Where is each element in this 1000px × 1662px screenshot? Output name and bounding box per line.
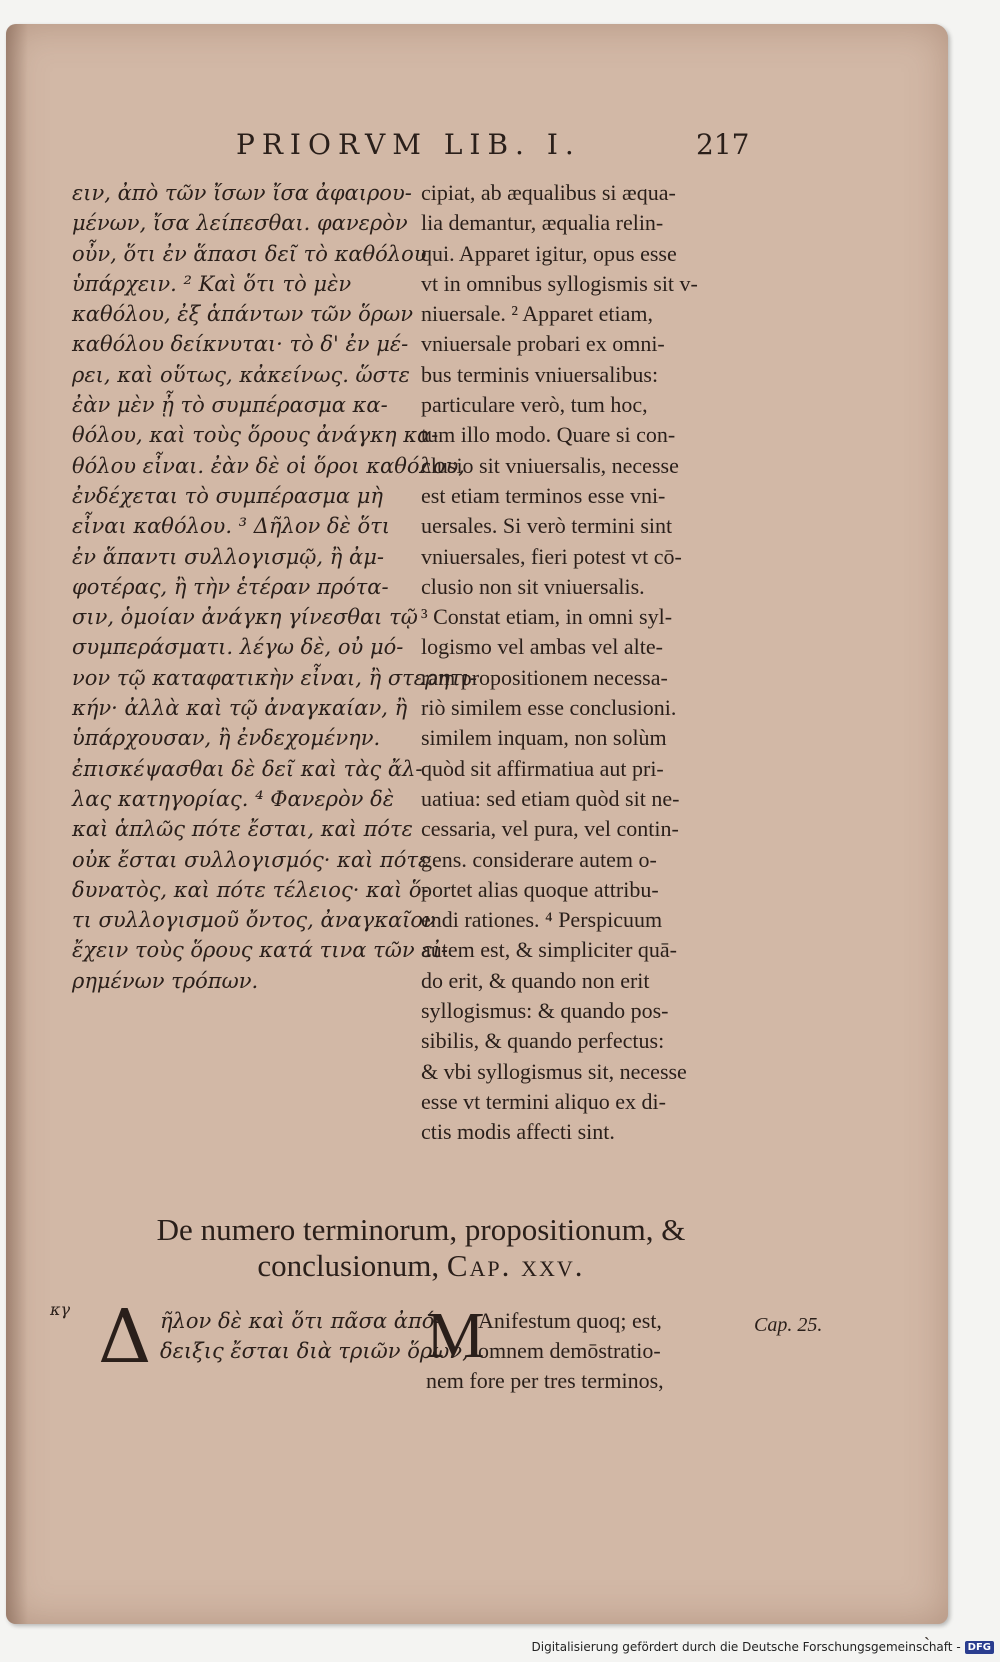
greek-chapter-text bbox=[98, 1306, 469, 1366]
margin-section-number: κγ bbox=[50, 1300, 71, 1319]
text-line: syllogismus: & quando pos- bbox=[421, 998, 669, 1024]
text-line: νον τῷ καταφατικὴν εἶναι, ἢ στερητι- bbox=[72, 665, 477, 690]
chapter-title-line2: conclusionum, bbox=[257, 1248, 440, 1283]
text-line: riò similem esse conclusioni. bbox=[421, 695, 677, 721]
text-line: uatiua: sed etiam quòd sit ne- bbox=[421, 785, 680, 811]
text-line: nem fore per tres terminos, bbox=[426, 1368, 664, 1393]
text-line: ἐνδέχεται τὸ συμπέρασμα μὴ bbox=[72, 483, 384, 508]
chapter-title-line1: De numero terminorum, propositionum, & bbox=[156, 1212, 686, 1247]
text-line: ἐπισκέψασθαι δὲ δεῖ καὶ τὰς ἄλ- bbox=[72, 756, 423, 781]
text-line: καὶ ἁπλῶς πότε ἔσται, καὶ πότε bbox=[72, 817, 413, 842]
text-line: καθόλου δείκνυται· τὸ δ' ἐν μέ- bbox=[72, 332, 409, 357]
text-line: do erit, & quando non erit bbox=[421, 967, 650, 993]
text-line: καθόλου, ἐξ ἁπάντων τῶν ὅρων bbox=[72, 302, 413, 327]
text-line: vt in omnibus syllogismis sit v- bbox=[421, 270, 698, 296]
text-line: ῆλον δὲ καὶ ὅτι πᾶσα ἀπό- bbox=[160, 1309, 442, 1333]
text-line: ὑπάρχειν. ² Καὶ ὅτι τὸ μὲν bbox=[72, 271, 352, 296]
text-line: οὖν, ὅτι ἐν ἅπασι δεῖ τὸ καθόλου bbox=[72, 241, 427, 266]
digitization-footer bbox=[532, 1640, 995, 1654]
text-line: est etiam terminos esse vni- bbox=[421, 482, 666, 508]
text-line: οὐκ ἔσται συλλογισμός· καὶ πότε bbox=[72, 847, 430, 872]
text-line: omnem demōstratio- bbox=[478, 1338, 661, 1363]
text-line: logismo vel ambas vel alte- bbox=[421, 634, 663, 660]
text-line: vniuersale probari ex omni- bbox=[421, 331, 665, 357]
text-line: quòd sit affirmatiua aut pri- bbox=[421, 755, 664, 781]
text-line: clusio sit vniuersalis, necesse bbox=[421, 452, 679, 478]
text-line: ctis modis affecti sint. bbox=[421, 1119, 615, 1145]
text-line: λας κατηγορίας. ⁴ Φανερὸν δὲ bbox=[72, 786, 395, 811]
latin-chapter-text bbox=[426, 1299, 736, 1396]
text-line: cipiat, ab æqualibus si æqua- bbox=[421, 180, 676, 205]
text-line: lia demantur, æqualia relin- bbox=[421, 210, 664, 236]
text-line: μένων, ἴσα λείπεσθαι. φανερὸν bbox=[72, 211, 408, 236]
text-line: τι συλλογισμοῦ ὄντος, ἀναγκαῖον bbox=[72, 908, 436, 933]
text-line: autem est, & simpliciter quā- bbox=[421, 937, 677, 963]
text-line: bus terminis vniuersalibus: bbox=[421, 361, 659, 387]
text-line: sibilis, & quando perfectus: bbox=[421, 1028, 665, 1054]
text-line: clusio non sit vniuersalis. bbox=[421, 573, 645, 599]
text-line: δειξις ἔσται διὰ τριῶν ὅρων, bbox=[160, 1339, 469, 1363]
text-line: esse vt termini aliquo ex di- bbox=[421, 1088, 666, 1114]
text-line: ρει, καὶ οὕτως, κἀκείνως. ὥστε bbox=[72, 362, 410, 387]
margin-chapter-note: Cap. 25. bbox=[754, 1314, 823, 1336]
text-line: ram propositionem necessa- bbox=[421, 664, 668, 690]
text-line: & vbi syllogismus sit, necesse bbox=[421, 1058, 687, 1084]
greek-dropcap: Δ bbox=[98, 1294, 152, 1380]
footer-text: Digitalisierung gefördert durch die Deutsche Forschungsgemeinschaft - bbox=[531, 1640, 961, 1654]
text-line: ειν, ἀπὸ τῶν ἴσων ἴσα ἀφαιρου- bbox=[72, 181, 412, 205]
text-line: ὑπάρχουσαν, ἢ ἐνδεχομένην. bbox=[72, 726, 381, 751]
text-line: niuersale. ² Apparet etiam, bbox=[421, 301, 654, 327]
text-line: Anifestum quoq; est, bbox=[478, 1308, 662, 1333]
text-line: particulare verò, tum hoc, bbox=[421, 392, 648, 418]
chapter-heading bbox=[116, 1212, 726, 1284]
running-title: PRIORVM LIB. I. bbox=[236, 128, 581, 161]
book-page bbox=[6, 24, 948, 1641]
text-line: ³ Constat etiam, in omni syl- bbox=[421, 604, 673, 630]
text-line: δυνατὸς, καὶ πότε τέλειος· καὶ ὅ- bbox=[72, 877, 429, 902]
text-line: qui. Apparet igitur, opus esse bbox=[421, 240, 677, 266]
page-number: 217 bbox=[696, 128, 750, 161]
dfg-logo: DFG bbox=[965, 1641, 994, 1654]
text-line: gens. considerare autem o- bbox=[421, 846, 657, 872]
text-line: θόλου εἶναι. ἐὰν δὲ οἱ ὅροι καθόλου, bbox=[72, 453, 465, 478]
latin-text-column bbox=[421, 178, 743, 1148]
greek-text-column bbox=[72, 178, 477, 996]
text-line: portet alias quoque attribu- bbox=[421, 876, 659, 902]
text-line: similem inquam, non solùm bbox=[421, 725, 667, 751]
text-line: endi rationes. ⁴ Perspicuum bbox=[421, 907, 663, 933]
text-line: συμπεράσματι. λέγω δὲ, οὐ μό- bbox=[72, 635, 404, 660]
text-line: ρημένων τρόπων. bbox=[72, 968, 259, 993]
text-line: ἐὰν μὲν ᾖ τὸ συμπέρασμα κα- bbox=[72, 393, 388, 418]
text-line: uersales. Si verò termini sint bbox=[421, 513, 673, 539]
text-line: θόλου, καὶ τοὺς ὅρους ἀνάγκη κα- bbox=[72, 423, 439, 448]
text-line: ἔχειν τοὺς ὅρους κατά τινα τῶν εἰ- bbox=[72, 938, 448, 963]
chapter-number: Cap. xxv. bbox=[446, 1248, 585, 1283]
text-line: κήν· ἀλλὰ καὶ τῷ ἀναγκαίαν, ἢ bbox=[72, 696, 408, 721]
text-line: σιν, ὁμοίαν ἀνάγκη γίνεσθαι τῷ bbox=[72, 605, 418, 630]
text-line: cessaria, vel pura, vel contin- bbox=[421, 816, 679, 842]
text-line: ἐν ἅπαντι συλλογισμῷ, ἢ ἀμ- bbox=[72, 544, 384, 569]
text-line: tum illo modo. Quare si con- bbox=[421, 422, 676, 448]
text-line: εἶναι καθόλου. ³ Δῆλον δὲ ὅτι bbox=[72, 514, 390, 539]
text-line: vniuersales, fieri potest vt cō- bbox=[421, 543, 682, 569]
catchword-mark: ˎ bbox=[924, 1620, 930, 1641]
text-line: φοτέρας, ἢ τὴν ἑτέραν πρότα- bbox=[72, 574, 389, 599]
latin-dropcap: M bbox=[426, 1299, 485, 1372]
